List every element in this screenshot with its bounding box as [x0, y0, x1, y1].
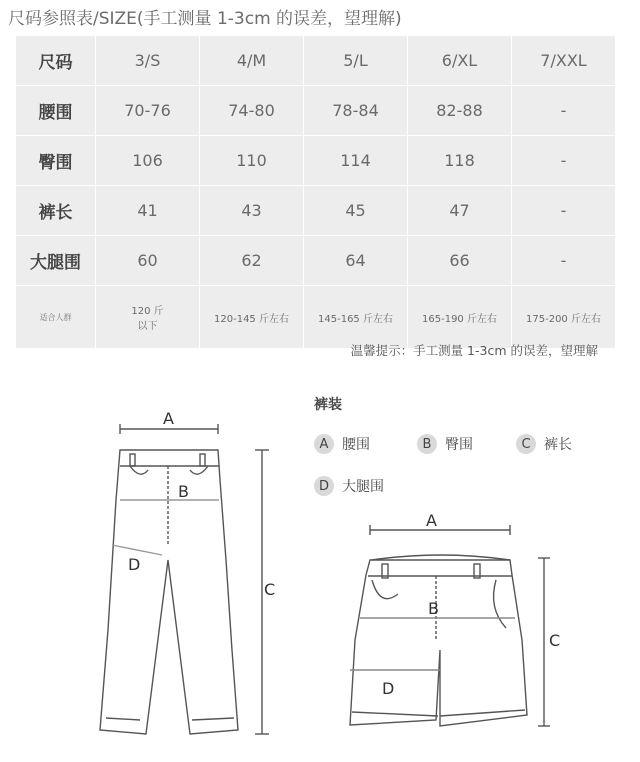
- label-c-shorts: C: [549, 631, 561, 650]
- label-d-pants: D: [128, 555, 141, 574]
- legend-label: 臀围: [445, 437, 473, 453]
- table-header-row: [16, 36, 616, 86]
- legend-title: 裤装: [314, 397, 342, 413]
- size-col-header: 6/XL: [408, 36, 512, 86]
- table-cell: 41: [96, 186, 200, 236]
- table-cell: 64: [304, 236, 408, 286]
- table-cell: 120-145 斤左右: [200, 286, 304, 349]
- table-row: [16, 236, 616, 286]
- tip-text: 温馨提示：手工测量 1-3cm 的误差，望理解: [350, 343, 598, 358]
- table-cell: 120 斤 以下: [96, 286, 200, 349]
- table-cell: 78-84: [304, 86, 408, 136]
- legend-badge: A: [314, 434, 334, 454]
- header-label: 尺码: [16, 36, 96, 86]
- table-row: [16, 86, 616, 136]
- label-d-shorts: D: [382, 679, 395, 698]
- size-table: [16, 36, 616, 349]
- table-row: [16, 136, 616, 186]
- table-cell: 110: [200, 136, 304, 186]
- legend-badge: D: [314, 476, 334, 496]
- table-cell: 118: [408, 136, 512, 186]
- size-col-header: 7/XXL: [512, 36, 616, 86]
- legend-label: 大腿围: [342, 479, 384, 495]
- table-cell: -: [512, 236, 616, 286]
- table-cell: 47: [408, 186, 512, 236]
- table-cell: -: [512, 86, 616, 136]
- label-a-pants: A: [163, 409, 174, 428]
- table-cell: -: [512, 136, 616, 186]
- legend-label: 裤长: [544, 437, 572, 453]
- long-pants-illustration: [100, 450, 238, 734]
- label-c-pants: C: [264, 580, 276, 599]
- size-col-header: 5/L: [304, 36, 408, 86]
- table-cell: 43: [200, 186, 304, 236]
- row-label: 裤长: [16, 186, 96, 236]
- legend-label: 腰围: [342, 437, 370, 453]
- legend-badge: C: [516, 434, 536, 454]
- page-title: 尺码参照表/SIZE(手工测量 1-3cm 的误差，望理解): [8, 9, 402, 29]
- label-b-pants: B: [178, 482, 189, 501]
- table-cell: 114: [304, 136, 408, 186]
- table-cell: 175-200 斤左右: [512, 286, 616, 349]
- row-label: 适合人群: [16, 286, 96, 349]
- legend-badge: B: [417, 434, 437, 454]
- measurement-diagram: [0, 380, 640, 762]
- table-row: [16, 286, 616, 349]
- table-cell: 70-76: [96, 86, 200, 136]
- table-cell: 45: [304, 186, 408, 236]
- table-cell: 106: [96, 136, 200, 186]
- table-cell: 74-80: [200, 86, 304, 136]
- row-label: 腰围: [16, 86, 96, 136]
- table-cell: -: [512, 186, 616, 236]
- label-b-shorts: B: [428, 599, 439, 618]
- label-a-shorts: A: [426, 511, 437, 530]
- row-label: 臀围: [16, 136, 96, 186]
- table-row: [16, 186, 616, 236]
- table-cell: 165-190 斤左右: [408, 286, 512, 349]
- size-col-header: 3/S: [96, 36, 200, 86]
- table-cell: 66: [408, 236, 512, 286]
- size-col-header: 4/M: [200, 36, 304, 86]
- table-cell: 62: [200, 236, 304, 286]
- row-label: 大腿围: [16, 236, 96, 286]
- table-cell: 82-88: [408, 86, 512, 136]
- table-cell: 60: [96, 236, 200, 286]
- table-cell: 145-165 斤左右: [304, 286, 408, 349]
- shorts-illustration: [350, 555, 527, 726]
